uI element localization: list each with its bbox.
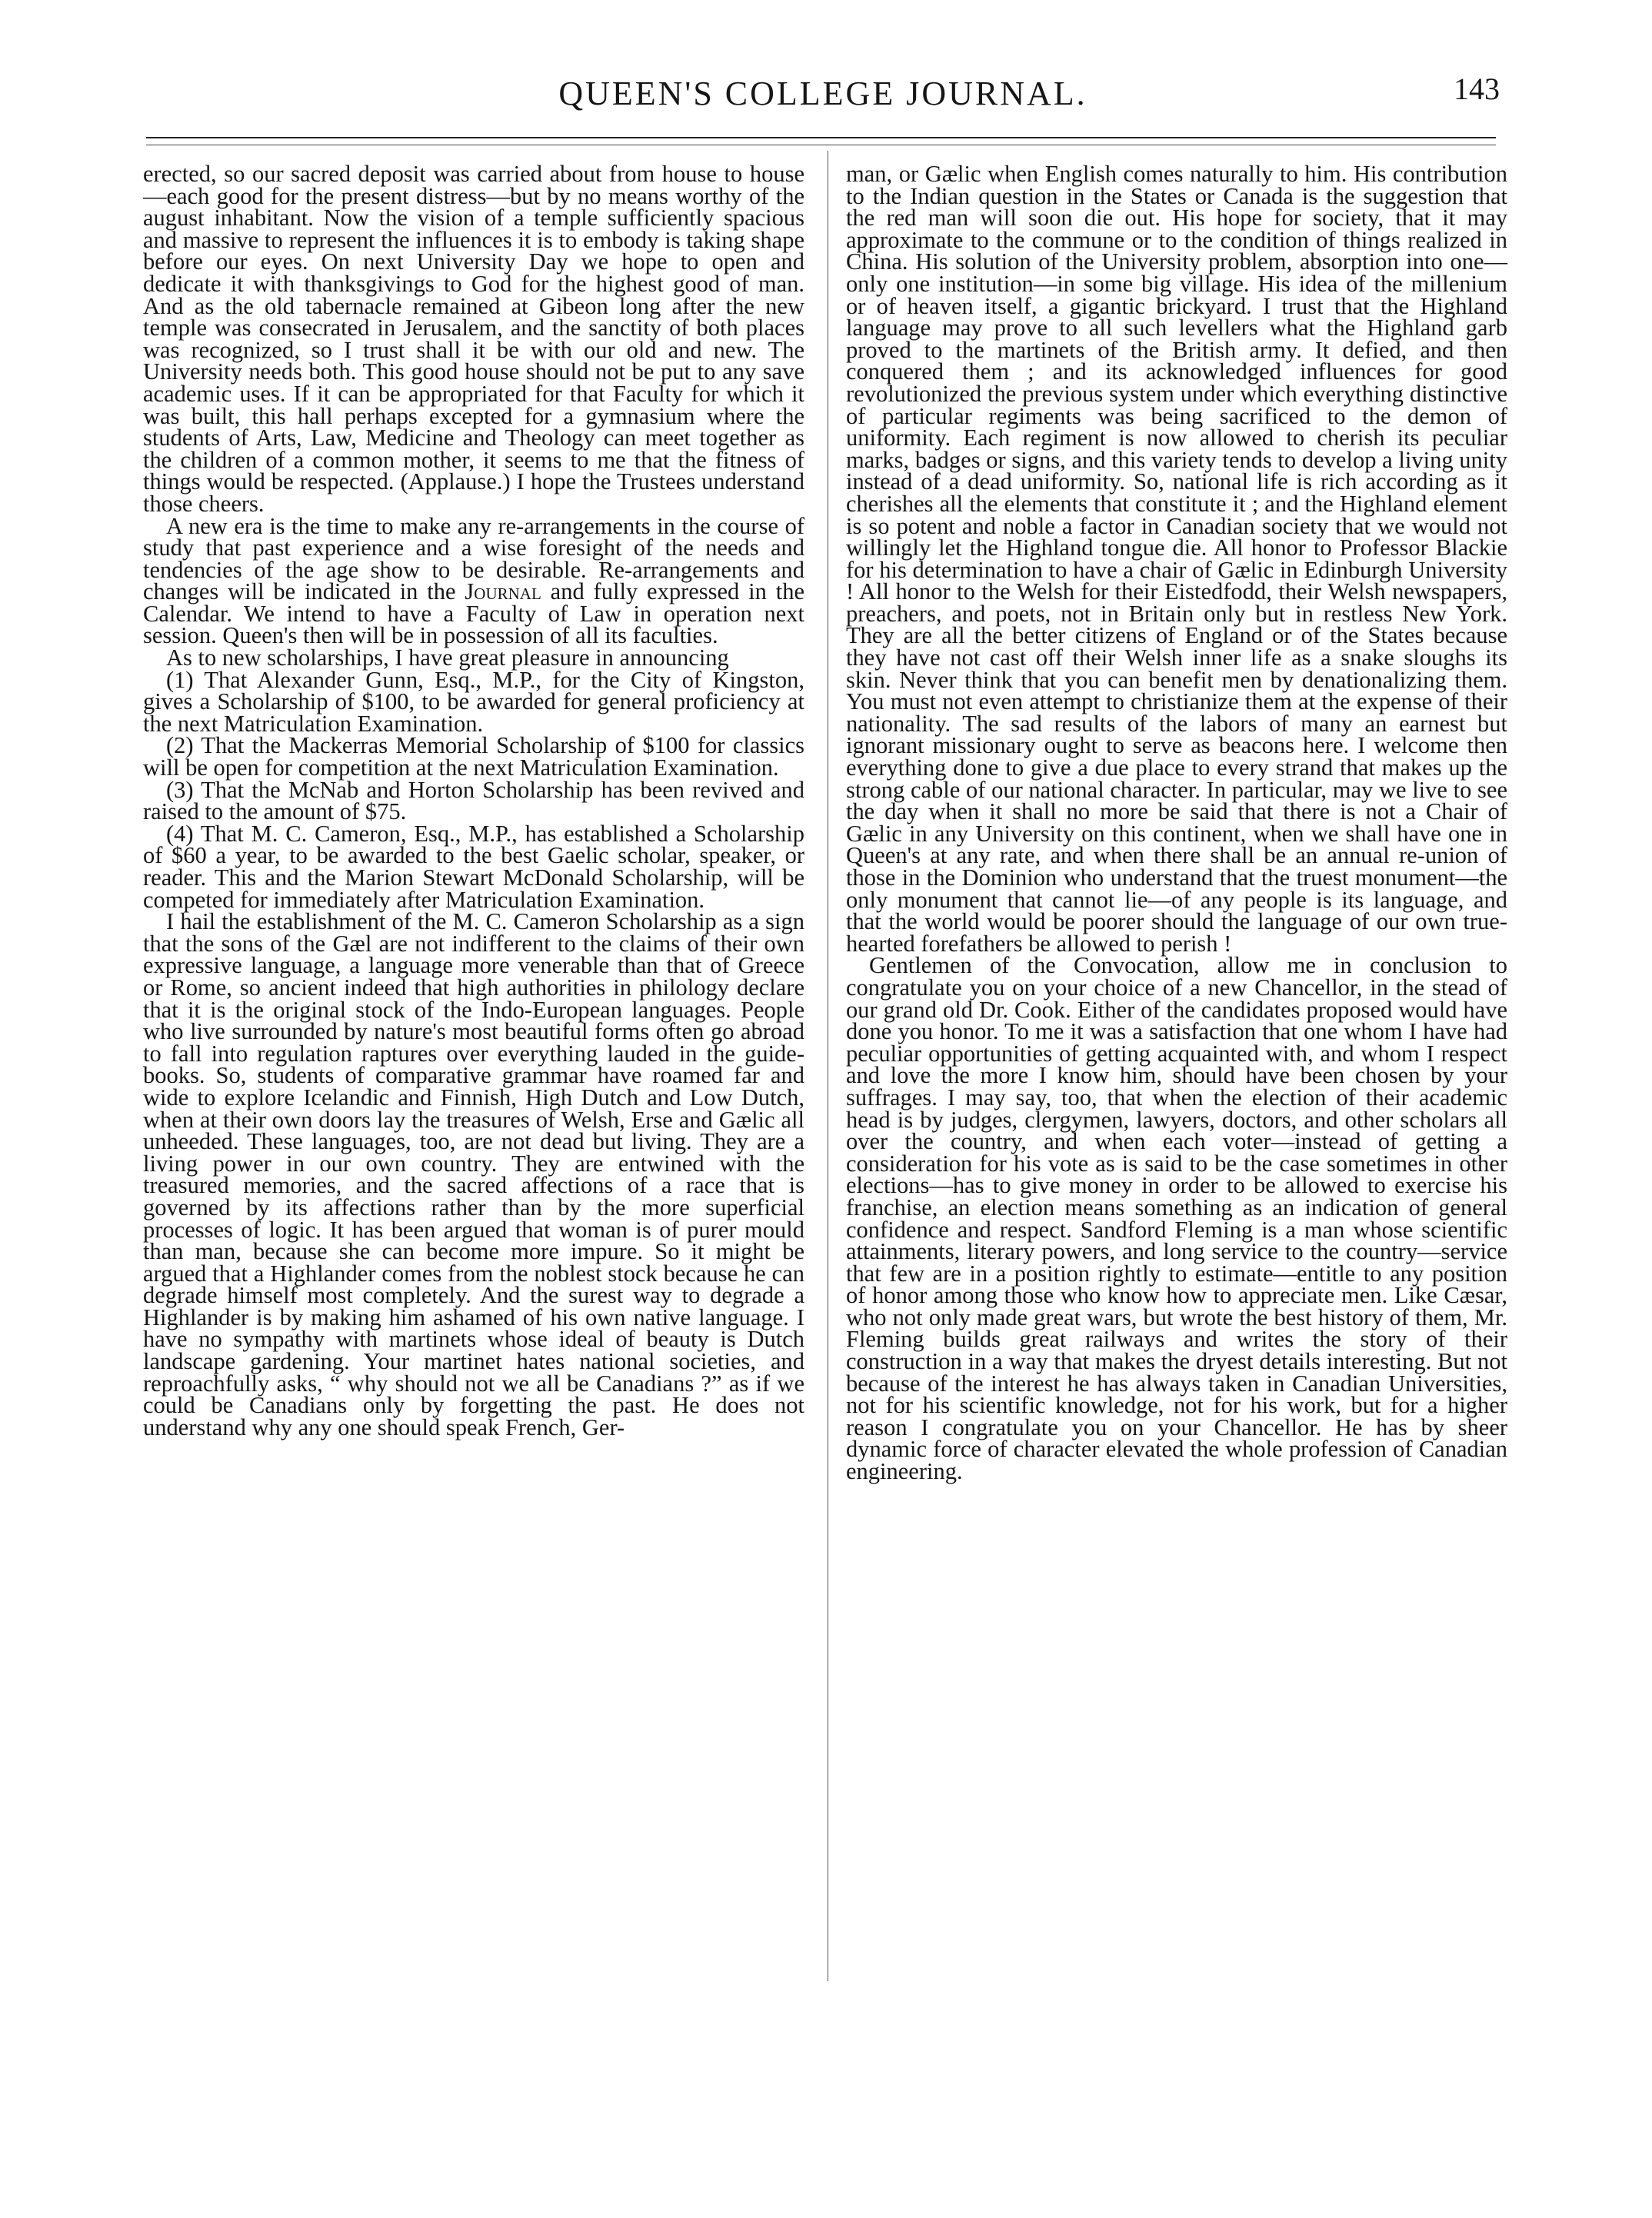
paragraph: man, or Gælic when English comes naturally to him. His contribution to the Indian question in the States or Canada is the suggestion that the red man will soon die out. His hope for society, that it may approximate to the commune or to the condition of things realized in China. His solution of the University problem, absorption into one—only one institution—in some big village. His idea of the millenium or of heaven itself, a gigantic brickyard. I trust that the Highland language may prove to all such levellers what the Highland garb proved to the martinets of the British army. It defied, and then conquered them ; and its acknowledged influences for good revolutionized the previous system under which everything distinctive of particular regiments was being sacrificed to the demon of uniformity. Each regiment is now allowed to cherish its peculiar marks, badges or signs, and this variety tends to develop a living unity instead of a dead uniformity. So, national life is rich according as it cherishes all the elements that constitute it ; and the Highland element is so potent and noble a factor in Canadian society that we would not willingly let the Highland tongue die. All honor to Professor Blackie for his determination to have a chair of Gælic in Edinburgh University ! All honor to the Welsh for their Eistedfodd, their Welsh newspapers, preachers, and poets, not in Britain only but in restless New York. They are all the better citizens of England or of the States because they have not cast off their Welsh inner life as a snake sloughs its skin. Never think that you can benefit men by denationalizing them. You must not even attempt to christianize them at the expense of their nationality. The sad results of the labors of many an earnest but ignorant missionary ought to serve as beacons here. I welcome then everything done to give a due place to every strand that makes up the strong cable of our national character. In particular, may we live to see the day when it shall no more be said that there is not a Chair of Gælic in any University on this continent, when we shall have one in Queen's at any rate, and when there shall be an annual re-union of those in the Dominion who understand that the truest monument—the only monument that cannot lie—of any people is its language, and that the world would be poorer should the language of our own true-hearted forefathers be allowed to perish ! (846, 161, 1507, 957)
header-rule (146, 137, 1496, 138)
paragraph: Gentlemen of the Convocation, allow me in conclusion to congratulate you on your choice of a new Chancellor, in the stead of our grand old Dr. Cook. Either of the candidates proposed would have done you honor. To me it was a satisfaction that one whom I have had peculiar opportunities of getting acquainted with, and whom I respect and love the more I know him, should have been chosen by your suffrages. I may say, too, that when the election of their academic head is by judges, clergymen, lawyers, doctors, and other scholars all over the country, and when each voter—instead of getting a consideration for his vote as is said to be the case sometimes in other elections—has to give money in order to be allowed to exercise his franchise, an election means something as an indication of general confidence and respect. Sandford Fleming is a man whose scientific attainments, literary powers, and long service to the country—service that few are in a position rightly to estimate—entitle to any position of honor among those who know how to appreciate men. Like Cæsar, who not only made great wars, but wrote the best history of them, Mr. Fleming builds great railways and writes the story of their construction in a way that makes the dryest details interesting. But not because of the interest he has always taken in Canadian Universities, not for his scientific knowledge, not for his work, but for a higher reason I congratulate you on your Chancellor. He has by sheer dynamic force of character elevated the whole profession of Canadian engineering. (846, 952, 1507, 1485)
scholarship-item: (1) That Alexander Gunn, Esq., M.P., for the City of Kingston, gives a Scholarship of $100, to be awarded for general proficiency at the next Matriculation Examination. (143, 666, 804, 737)
paragraph: I hail the establishment of the M. C. Cameron Scholarship as a sign that the sons of the Gæl are not indifferent to the claims of their own expressive language, a language more venerable than that of Greece or Rome, so ancient indeed that high authorities in philology declare that it is the original stock of the Indo-European languages. People who live surrounded by nature's most beautiful forms often go abroad to fall into regulation raptures over everything lauded in the guide-books. So, students of comparative grammar have roamed far and wide to explore Icelandic and Finnish, High Dutch and Low Dutch, when at their own doors lay the treasures of Welsh, Erse and Gælic all unheeded. These languages, too, are not dead but living. They are a living power in our own country. They are entwined with the treasured memories, and the sacred affections of a race that is governed by its affections rather than by the more superficial processes of logic. It has been argued that woman is of purer mould than man, because she can become more impure. So it might be argued that a Highlander comes from the noblest stock because he can degrade himself most completely. And the surest way to degrade a Highlander is by making him ashamed of his own native language. I have no sympathy with martinets whose ideal of beauty is Dutch landscape gardening. Your martinet hates national societies, and reproachfully asks, “ why should not we all be Canadians ?” as if we could be Canadians only by forgetting the past. He does not understand why any one should speak French, Ger- (143, 908, 804, 1440)
scholarship-item: (4) That M. C. Cameron, Esq., M.P., has established a Scholarship of $60 a year, to be awarded to the best Gaelic scholar, speaker, or reader. This and the Marion Stewart McDonald Scholarship, will be competed for immediately after Matriculation Examination. (143, 820, 804, 913)
paragraph: As to new scholarships, I have great pleasure in announcing (166, 644, 729, 671)
paragraph: erected, so our sacred deposit was carried about from house to house—each good for the present distress—but by no means worthy of the august inhabitant. Now the vision of a temple sufficiently spacious and massive to represent the influences it is to embody is taking shape before our eyes. On next University Day we hope to open and dedicate it with thanksgivings to God for the highest good of man. And as the old tabernacle remained at Gibeon long after the new temple was consecrated in Jerusalem, and the sanctity of both places was recognized, so I trust shall it be with our old and new. The University needs both. This good house should not be put to any save academic uses. If it can be appropriated for that Faculty for which it was built, this hall perhaps excepted for a gymnasium where the students of Arts, Law, Medicine and Theology can meet together as the children of a common mother, it seems to me that the fitness of things would be respected. (Applause.) I hope the Trustees understand those cheers. (143, 161, 804, 517)
journal-name: Journal (465, 578, 541, 605)
page-number: 143 (1454, 72, 1500, 106)
right-column (846, 163, 1507, 1483)
paragraph: A new era is the time to make any re-arrangements in the course of study that past experience and a wise foresight of the needs and tendencies of the age show to be desirable. Re-arrangements and changes will be indicated in the Journal and fully expressed in the Calendar. We intend to have a Faculty of Law in operation next session. Queen's then will be in possession of all its faculties. (143, 512, 804, 649)
journal-title: QUEEN'S COLLEGE JOURNAL. (558, 75, 1087, 112)
scholarship-item: (2) That the Mackerras Memorial Scholarship of $100 for classics will be open for competition at the next Matriculation Examination. (143, 732, 804, 781)
left-column (143, 163, 804, 1438)
page-header (146, 74, 1500, 128)
scholarship-item: (3) That the McNab and Horton Scholarship has been revived and raised to the amount of $75. (143, 776, 804, 825)
